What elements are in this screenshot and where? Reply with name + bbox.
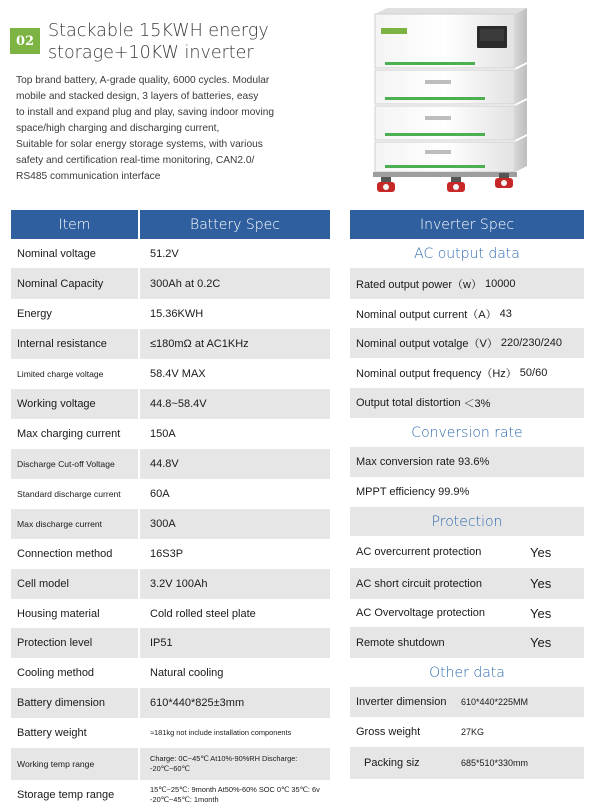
row-value: ＜3% xyxy=(463,398,491,410)
inverter-side xyxy=(515,8,527,68)
row-label: Output total distortion xyxy=(356,397,461,409)
description-line: to install and expand plug and play, saving indoor moving xyxy=(16,107,275,118)
inverter-stripe xyxy=(385,62,475,65)
table-row xyxy=(350,447,584,477)
row-value: Yes xyxy=(530,576,552,591)
row-label: Battery dimension xyxy=(17,697,106,709)
table-row xyxy=(11,718,330,748)
section-heading-conversion: Conversion rate xyxy=(350,418,584,447)
title-line-2: storage+10KW inverter xyxy=(48,43,254,63)
table-row xyxy=(350,627,584,658)
table-row xyxy=(11,419,330,449)
row-label: Gross weight xyxy=(356,726,421,738)
table-row xyxy=(350,717,584,747)
table-row xyxy=(350,536,584,568)
table-row xyxy=(11,479,330,509)
table-row xyxy=(11,239,330,268)
table-row xyxy=(350,687,584,717)
table-row xyxy=(11,268,330,299)
row-label: Rated output power（w） xyxy=(356,278,482,291)
inverter-spec-table xyxy=(350,210,584,779)
row-label: Max conversion rate xyxy=(356,456,456,468)
row-value: 220/230/240 xyxy=(500,337,563,349)
inverter-table-header: Inverter Spec xyxy=(350,210,584,239)
row-label: Internal resistance xyxy=(17,338,107,350)
row-value: 10000 xyxy=(484,277,516,290)
table-row xyxy=(11,449,330,479)
table-row xyxy=(350,299,584,328)
table-row xyxy=(350,268,584,299)
row-value: 300Ah at 0.2C xyxy=(138,268,330,299)
row-value: 58.4V MAX xyxy=(138,359,330,389)
table-row xyxy=(11,389,330,419)
row-value: ≈181kg not include installation components xyxy=(138,718,330,748)
inverter-top xyxy=(375,8,527,14)
row-value: 27KG xyxy=(461,727,485,737)
table-row xyxy=(11,329,330,359)
row-label: Nominal output current（A） xyxy=(356,308,497,321)
description-line: mobile and stacked design, 3 layers of batteries, easy xyxy=(16,91,259,102)
row-label: Nominal output votalge（V） xyxy=(356,338,498,350)
row-label: Discharge Cut-off Voltage xyxy=(17,459,115,469)
table-row xyxy=(11,569,330,599)
row-label: Nominal voltage xyxy=(17,247,96,260)
row-value: 43 xyxy=(499,307,512,320)
table-row xyxy=(350,358,584,388)
table-row xyxy=(11,658,330,688)
row-value: 44.8~58.4V xyxy=(138,389,330,419)
row-label: Working voltage xyxy=(17,398,96,410)
row-value: 300A xyxy=(138,509,330,539)
row-label: Packing siz xyxy=(364,757,420,769)
row-label: Working temp range xyxy=(17,759,95,769)
battery-spec-column-header: Battery Spec xyxy=(138,210,330,239)
table-row xyxy=(11,299,330,329)
row-label: Connection method xyxy=(17,548,113,560)
row-label: Cell model xyxy=(17,578,69,590)
row-value: 50/60 xyxy=(519,367,548,379)
row-value: Yes xyxy=(530,635,552,650)
description-line: safety and certification real-time monitoring, CAN2.0/ xyxy=(16,155,255,166)
table-row xyxy=(11,688,330,718)
product-description xyxy=(16,73,306,185)
table-row xyxy=(11,599,330,628)
row-label: Standard discharge current xyxy=(17,489,121,499)
section-heading-protection: Protection xyxy=(350,507,584,536)
row-value: 15℃~25℃: 9month At50%-60% SOC 0℃ 35℃: 6v -20℃~45℃: 1month xyxy=(138,780,330,803)
row-value: ≤180mΩ at AC1KHz xyxy=(138,329,330,359)
row-label: Nominal Capacity xyxy=(17,277,104,290)
page-title xyxy=(48,20,269,64)
description-line: Suitable for solar energy storage systems, with various xyxy=(16,139,263,150)
row-label: Inverter dimension xyxy=(356,696,447,708)
row-value: 610*440*825±3mm xyxy=(138,688,330,718)
row-value: 685*510*330mm xyxy=(461,758,529,768)
row-label: AC overcurrent protection xyxy=(356,546,482,558)
table-row xyxy=(350,599,584,627)
row-value: 93.6% xyxy=(458,456,490,468)
table-row xyxy=(350,477,584,507)
item-column-header: Item xyxy=(58,216,91,233)
row-label: MPPT efficiency xyxy=(356,486,436,498)
row-value: Yes xyxy=(530,605,552,621)
row-value: 51.2V xyxy=(138,239,330,268)
description-line: RS485 communication interface xyxy=(16,171,161,182)
row-value: 16S3P xyxy=(138,539,330,569)
row-label: Energy xyxy=(17,308,52,320)
row-label: AC Overvoltage protection xyxy=(356,607,486,619)
row-label: Cooling method xyxy=(17,667,95,679)
table-row xyxy=(11,780,330,803)
row-value: 15.36KWH xyxy=(138,299,330,329)
battery-table-header xyxy=(11,210,330,239)
table-row xyxy=(350,388,584,418)
table-row xyxy=(11,628,330,658)
section-number-badge: 02 xyxy=(10,28,40,54)
row-value: 150A xyxy=(138,419,330,449)
row-label: Remote shutdown xyxy=(356,636,445,649)
row-value: 610*440*225MM xyxy=(461,697,529,707)
row-value: 3.2V 100Ah xyxy=(138,569,330,599)
section-heading-other: Other data xyxy=(350,658,584,687)
row-value: Charge: 0C~45℃ At10%-90%RH Discharge: -20℃~60℃ xyxy=(138,748,330,780)
row-label: Max discharge current xyxy=(17,519,103,529)
table-row xyxy=(11,748,330,780)
row-value: IP51 xyxy=(138,628,330,658)
row-value: 44.8V xyxy=(138,449,330,479)
description-line: space/high charging and discharging current, xyxy=(16,123,220,134)
title-line-1: Stackable 15KWH energy xyxy=(48,21,269,41)
row-value: 60A xyxy=(138,479,330,509)
section-heading-ac-output: AC output data xyxy=(350,239,584,268)
row-value: 99.9% xyxy=(438,486,470,498)
table-row xyxy=(350,328,584,358)
row-label: Housing material xyxy=(17,607,100,620)
row-label: Battery weight xyxy=(17,727,87,739)
table-row xyxy=(11,359,330,389)
inverter-logo xyxy=(381,28,407,34)
row-value: Cold rolled steel plate xyxy=(138,599,330,628)
row-label: AC short circuit protection xyxy=(356,577,482,590)
row-label: Storage temp range xyxy=(17,789,115,801)
battery-spec-table xyxy=(11,210,330,803)
energy-storage-product-image xyxy=(365,4,543,194)
description-line: Top brand battery, A-grade quality, 6000 cycles. Modular xyxy=(16,75,270,86)
row-label: Max charging current xyxy=(17,428,121,440)
base-plate xyxy=(373,172,517,177)
table-row xyxy=(11,539,330,569)
row-value: Natural cooling xyxy=(138,658,330,688)
row-label: Nominal output frequency（Hz） xyxy=(356,368,517,380)
row-label: Limited charge voltage xyxy=(17,369,104,379)
table-row xyxy=(350,568,584,599)
table-row xyxy=(11,509,330,539)
row-label: Protection level xyxy=(17,637,93,649)
row-value: Yes xyxy=(530,544,552,560)
table-row xyxy=(350,747,584,779)
